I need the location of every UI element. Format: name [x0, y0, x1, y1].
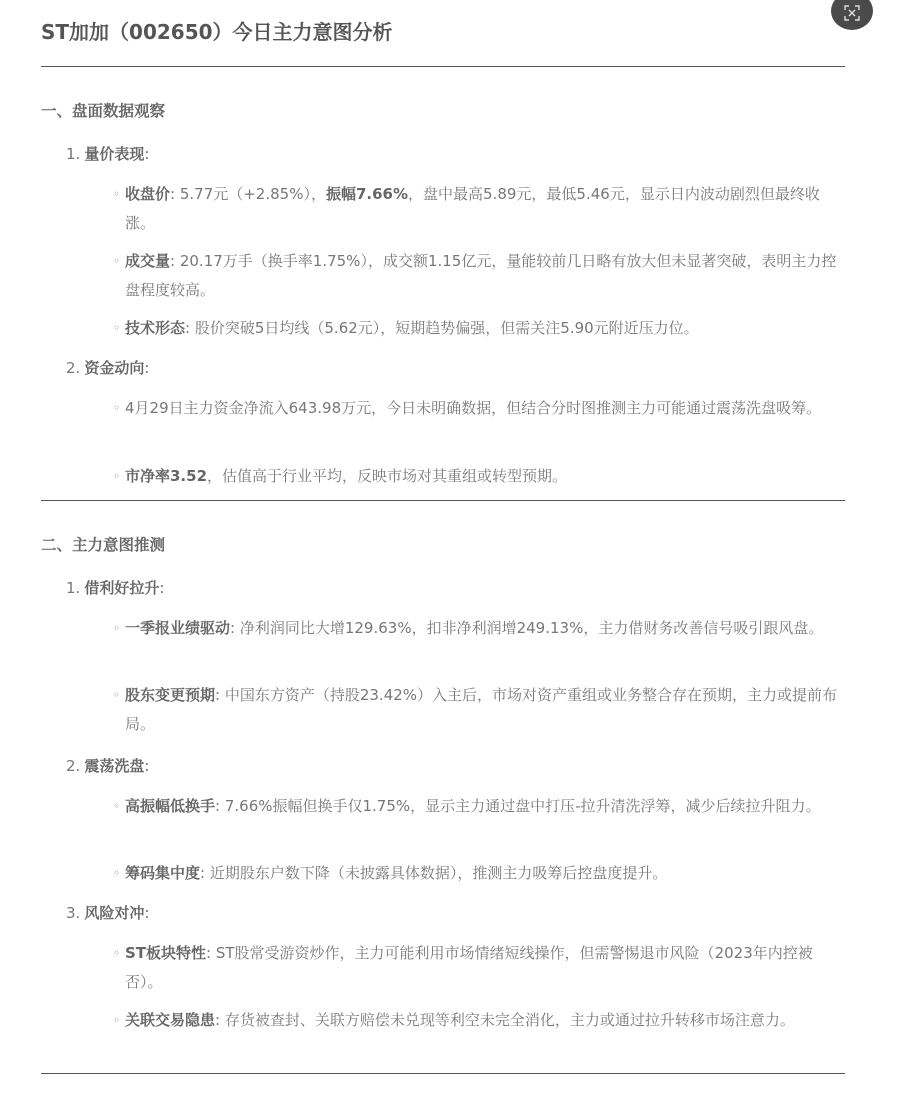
- item-colon: :: [159, 579, 165, 597]
- bullet-icon: ◦: [113, 621, 121, 635]
- item-colon: :: [144, 904, 150, 922]
- bullet-sep: :: [185, 319, 195, 337]
- divider: [41, 500, 845, 501]
- bullet-icon: ◦: [113, 469, 121, 483]
- bullet-term: ST板块特性: [125, 944, 207, 962]
- close-icon: [843, 4, 861, 22]
- bullet-text-rest: ，盘中最高5.89元，最低5.46元，显示日内波动剧烈但最终收涨。: [125, 185, 820, 232]
- item-label: 量价表现: [84, 145, 145, 163]
- list-item: [113, 394, 843, 423]
- item-number: 1.: [66, 145, 81, 163]
- bullet-icon: ◦: [113, 688, 121, 702]
- list-item: [113, 462, 843, 491]
- bullet-icon: ◦: [113, 946, 121, 960]
- bullet-sep: :: [230, 619, 240, 637]
- bullet-icon: ◦: [113, 254, 121, 268]
- item-label: 资金动向: [84, 359, 145, 377]
- bullet-text: 20.17万手（换手率1.75%），成交额1.15亿元，量能较前几日略有放大但未显著突破，表明主力控盘程度较高。: [125, 252, 837, 299]
- bullet-term: 技术形态: [125, 319, 186, 337]
- divider: [41, 66, 845, 67]
- list-item-heading: [66, 755, 149, 777]
- item-label: 风险对冲: [84, 904, 145, 922]
- bullet-term: 收盘价: [125, 185, 171, 203]
- bullet-term: 成交量: [125, 252, 171, 270]
- bullet-icon: ◦: [113, 799, 121, 813]
- list-item-heading: [66, 902, 149, 924]
- list-item: [113, 859, 843, 888]
- list-item: [113, 681, 843, 739]
- item-label: 借利好拉升: [84, 579, 160, 597]
- bullet-term: 股东变更预期: [125, 686, 216, 704]
- bullet-sep: :: [170, 185, 180, 203]
- bullet-term: 一季报业绩驱动: [125, 619, 231, 637]
- bullet-text: 5.77元（+2.85%），: [179, 185, 326, 203]
- item-colon: :: [144, 145, 150, 163]
- bullet-sep: :: [206, 944, 216, 962]
- bullet-text: ST股常受游资炒作，主力可能利用市场情绪短线操作，但需警惕退市风险（2023年内控被否）。: [125, 944, 813, 991]
- bullet-term: 市净率3.52: [125, 467, 208, 485]
- list-item: [113, 792, 843, 821]
- bullet-icon: ◦: [113, 401, 121, 415]
- bullet-text: 净利润同比大增129.63%，扣非净利润增249.13%，主力借财务改善信号吸引跟风盘。: [239, 619, 824, 637]
- page-title: ST加加（002650）今日主力意图分析: [41, 20, 393, 44]
- item-number: 2.: [66, 757, 81, 775]
- list-item-heading: [66, 143, 149, 165]
- bullet-sep: :: [170, 252, 180, 270]
- section-heading: 二、主力意图推测: [41, 536, 166, 554]
- bullet-text: ，估值高于行业平均，反映市场对其重组或转型预期。: [207, 467, 568, 485]
- item-colon: :: [144, 757, 150, 775]
- divider: [41, 1073, 845, 1074]
- list-item: [113, 247, 843, 305]
- bullet-icon: ◦: [113, 187, 121, 201]
- bullet-text: 存货被查封、关联方赔偿未兑现等利空未完全消化，主力或通过拉升转移市场注意力。: [224, 1011, 795, 1029]
- item-label: 震荡洗盘: [84, 757, 145, 775]
- list-item-heading: [66, 357, 149, 379]
- bullet-icon: ◦: [113, 1013, 121, 1027]
- list-item: [113, 314, 843, 343]
- list-item: [113, 1006, 843, 1035]
- item-number: 1.: [66, 579, 81, 597]
- bullet-sep: :: [200, 864, 210, 882]
- item-number: 3.: [66, 904, 81, 922]
- close-button[interactable]: [831, 0, 873, 30]
- bullet-term: 高振幅低换手: [125, 797, 216, 815]
- bullet-sep: :: [215, 1011, 225, 1029]
- bullet-text: 近期股东户数下降（未披露具体数据），推测主力吸筹后控盘度提升。: [209, 864, 668, 882]
- list-item: [113, 180, 843, 238]
- bullet-sep: :: [215, 686, 225, 704]
- bullet-text: 股价突破5日均线（5.62元），短期趋势偏强，但需关注5.90元附近压力位。: [194, 319, 699, 337]
- list-item-heading: [66, 577, 164, 599]
- bullet-icon: ◦: [113, 866, 121, 880]
- list-item: [113, 614, 843, 643]
- item-colon: :: [144, 359, 150, 377]
- bullet-text: 7.66%振幅但换手仅1.75%，显示主力通过盘中打压-拉升清洗浮筹，减少后续拉升阻力。: [224, 797, 821, 815]
- bullet-text: 中国东方资产（持股23.42%）入主后，市场对资产重组或业务整合存在预期，主力或提前布局。: [125, 686, 838, 733]
- bullet-icon: ◦: [113, 321, 121, 335]
- bullet-term: 关联交易隐患: [125, 1011, 216, 1029]
- item-number: 2.: [66, 359, 81, 377]
- list-item: [113, 939, 843, 997]
- bullet-sep: :: [215, 797, 225, 815]
- bullet-term: 筹码集中度: [125, 864, 201, 882]
- bullet-bold: 振幅7.66%: [325, 185, 409, 203]
- section-heading: 一、盘面数据观察: [41, 102, 166, 120]
- bullet-text: 4月29日主力资金净流入643.98万元，今日未明确数据，但结合分时图推测主力可能通过震荡洗盘吸筹。: [125, 399, 822, 417]
